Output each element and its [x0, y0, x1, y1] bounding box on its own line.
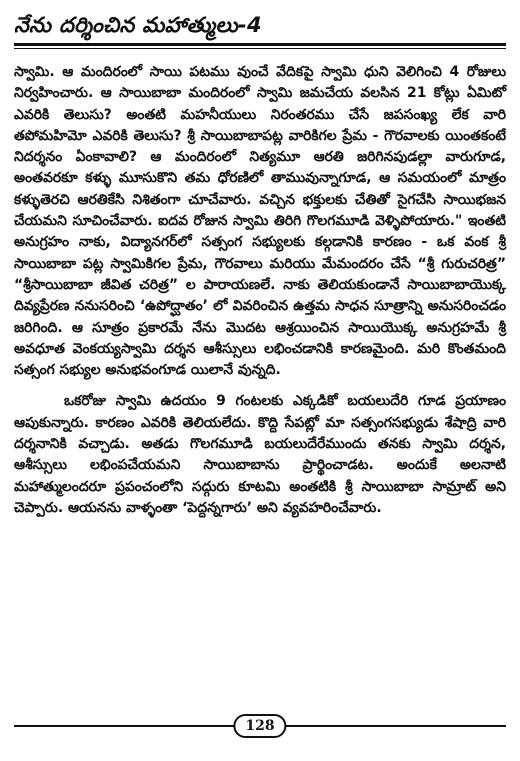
header-rule-thin	[14, 48, 506, 49]
running-header	[14, 0, 506, 54]
page-number: 128	[233, 714, 286, 738]
header-rule-thick	[14, 43, 506, 46]
paragraph-1: స్వామి. ఆ మందిరంలో సాయి పటము వుంచే వేదికపై స్వామి ధుని వెలిగించి 4 రోజులు నిర్వహించారు. ఆ సాయిబాబా మందిరంలో స్వామి జమచేయ వలసిన 21 కోట్లు ఏమిటో ఎవరికి తెలుసు? అంతటి మహనీయులు నిరంతరము చేసే జపసంఖ్య లేక వారి తపోమహిమో ఎవరికి తెలుసు? శ్రీ సాయిబాబాపట్ల వారికిగల ప్రేమ - గౌరవాలకు యింతకంటే నిదర్శనం ఏంకావాలి? ఆ మందిరంలో నిత్యమూ ఆరతి జరిగినపుడల్లా వారుగూడ, అంతవరకూ కళ్ళు మూసుకొని తమ ధోరణిలో తామువున్నాగూడ, ఆ సమయంలో మాత్రం కళ్ళుతెరచి ఆరతికేసి నిశితంగా చూచేవారు. వచ్చిన భక్తులకు చేతితో సైగచేసి సాయిభజన చేయమని సూచించేవారు. ఐదవ రోజున స్వామి తిరిగి గొలగమూడి వెళ్ళిపోయారు." ఇంతటి అనుగ్రహం నాకు, విద్యానగర్‌లో సత్సంగ సభ్యులకు కల్గడానికి కారణం - ఒక వంక శ్రీ సాయిబాబా పట్ల స్వామికిగల ప్రేమ, గౌరవాలు మరియు మేమందరం చేసే “శ్రీ గురుచరిత్ర” “శ్రీసాయిబాబా జీవిత చరిత్ర” ల పారాయణలే. నాకు తెలియకుండానే సాయిబాబాయొక్క దివ్యప్రేరణ ననుసరించి ‘ఉపోద్ఘాతం’ లో వివరించిన ఉత్తమ సాధన సూత్రాన్ని అనుసరించడం జరిగింది. ఆ సూత్రం ప్రకారమే నేను మొదట ఆశ్రయించిన సాయియొక్క అనుగ్రహమే శ్రీ అవధూత వెంకయ్యస్వామి దర్శన ఆశీస్సులు లభించడానికి కారణమైంది. మరి కొంతమంది సత్సంగ సభ్యుల అనుభవంగూడ యిలానే వున్నది.	[14, 64, 506, 379]
page-footer	[14, 714, 506, 738]
book-title: నేను దర్శించిన మహాత్ములు-4	[14, 13, 262, 37]
body-text	[14, 62, 506, 519]
paragraph-2: ఒకరోజు స్వామి ఉదయం 9 గంటలకు ఎక్కడికో బయలుదేరి గూడ ప్రయాణం ఆపుకున్నారు. కారణం ఎవరికి తెలియలేదు. కొద్ది సేపట్లో మా సత్సంగసభ్యుడు శేషాద్రి వారి దర్శనానికి వచ్చాడు. అతడు గొలగమూడి బయలుదేరేముందు తనకు స్వామి దర్శన, ఆశీస్సులు లభింపచేయమని సాయిబాబాను ప్రార్థించాడట. అందుకే అలనాటి మహాత్ములందరూ ప్రపంచంలోని సద్గురు కూటమి అంతటికి శ్రీ సాయిబాబా సామ్రాట్ అని చెప్పారు. ఆయనను వాళ్ళంతా ‘పెద్దన్నగారు’ అని వ్యవహరించేవారు.	[14, 393, 506, 516]
